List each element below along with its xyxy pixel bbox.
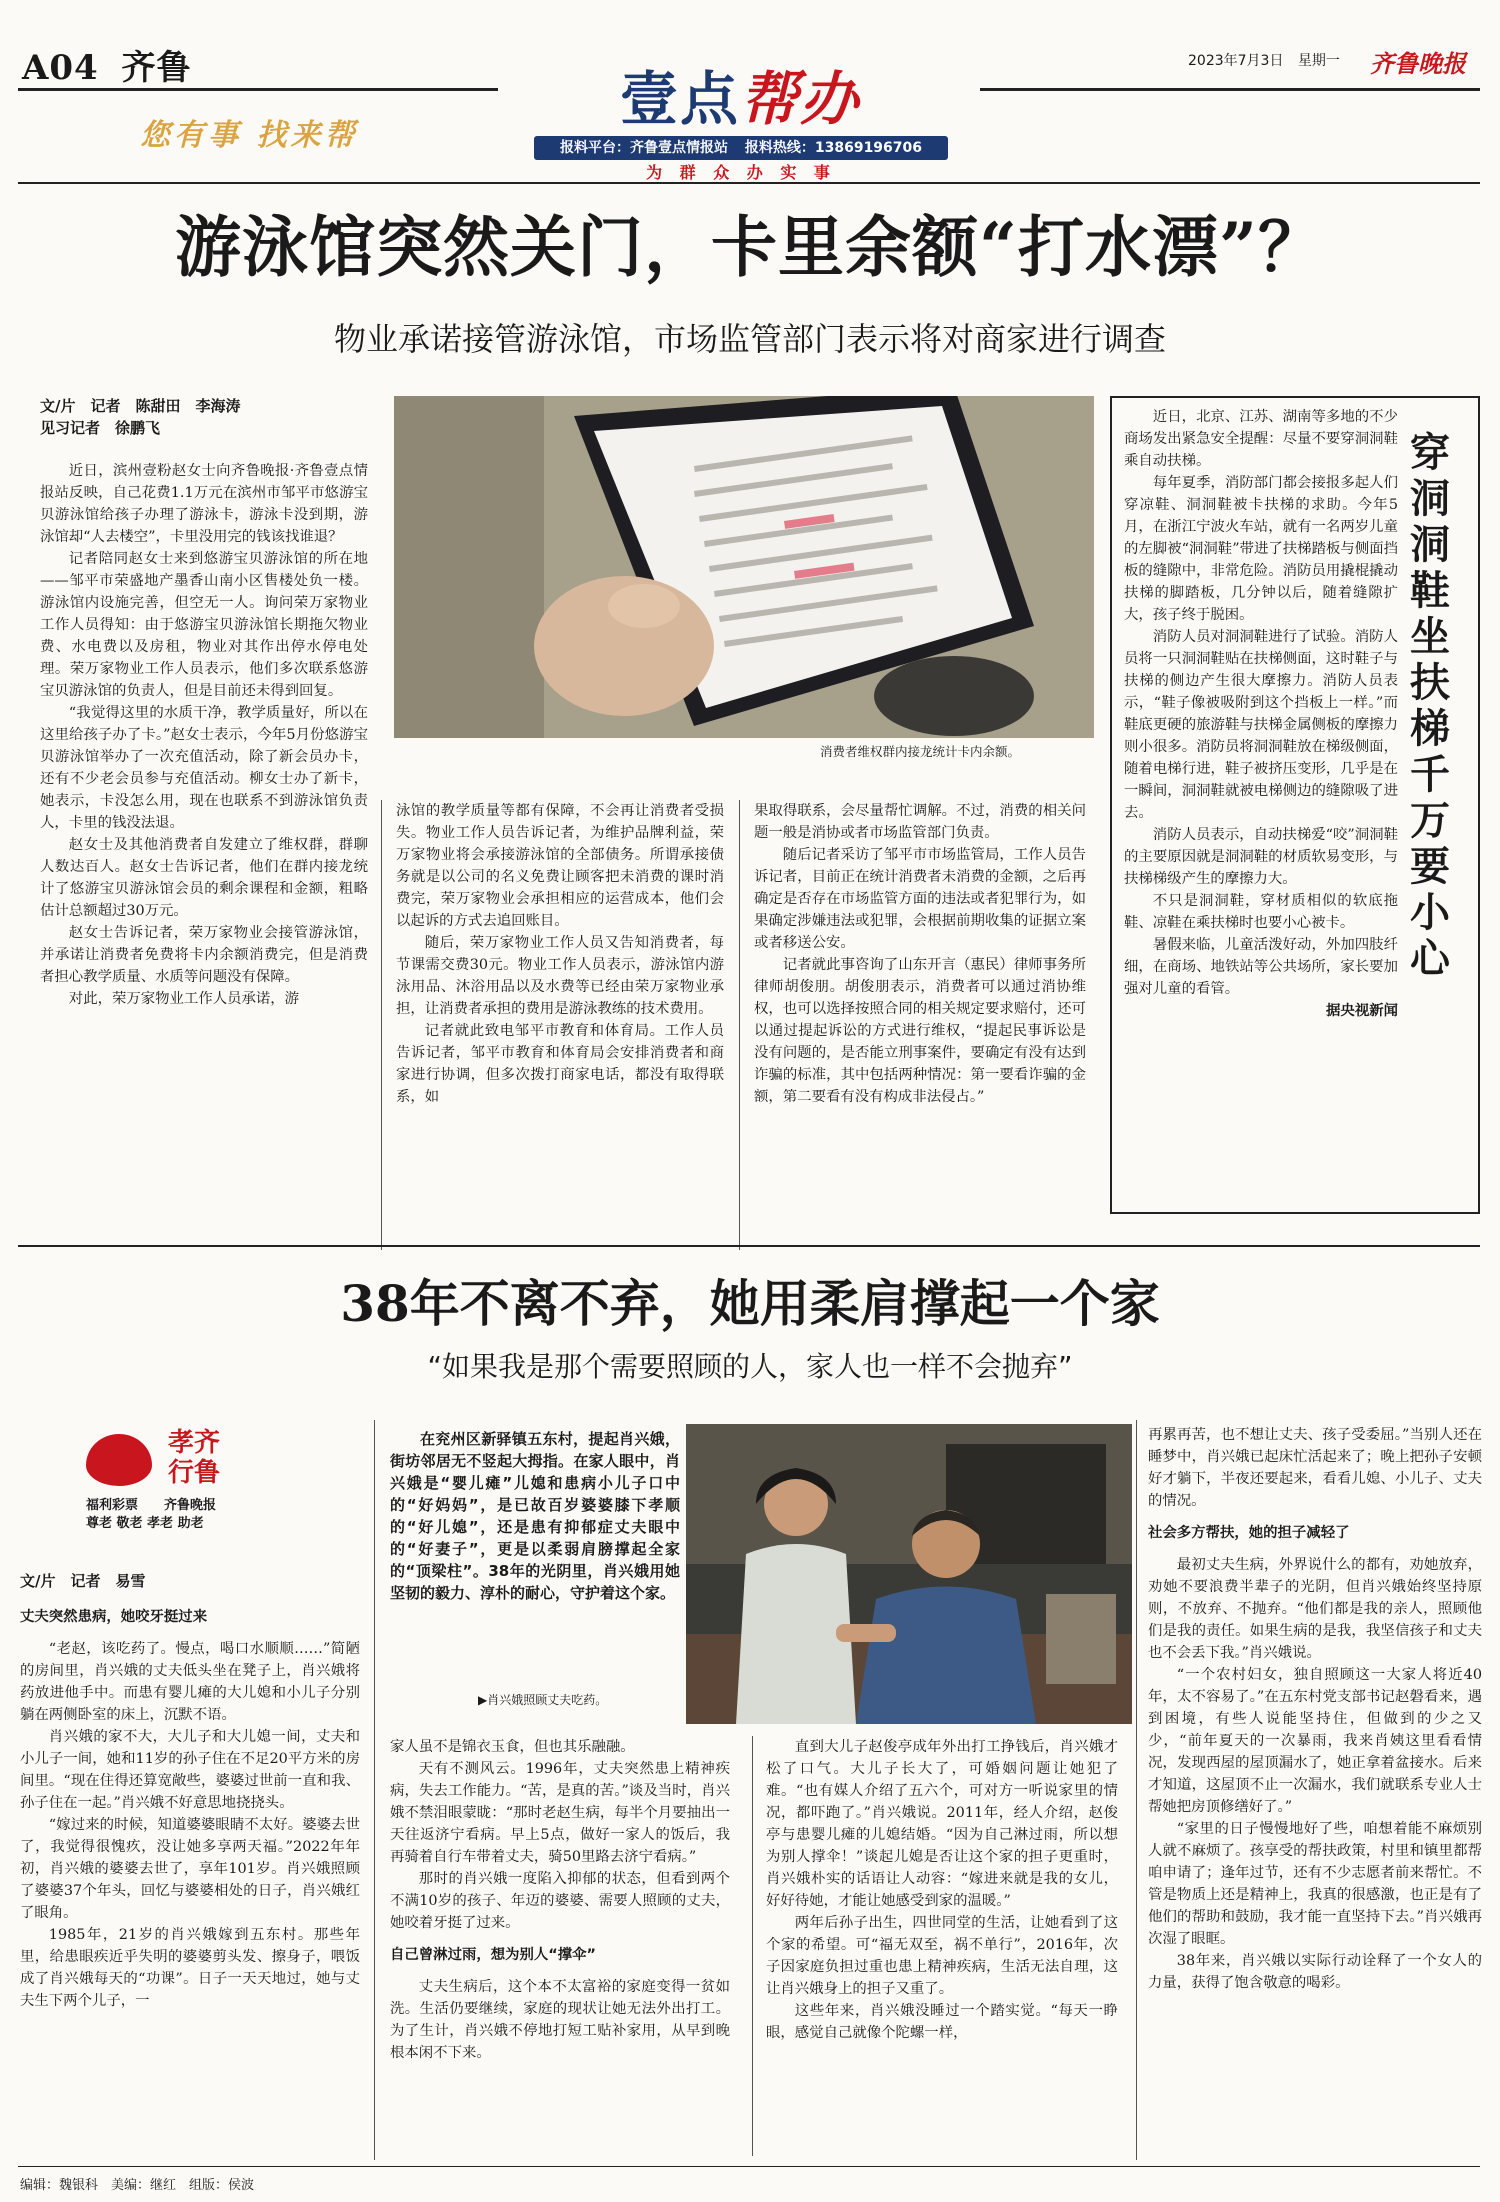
story2-column-4 [1148, 1424, 1482, 2158]
story1-col1-p1: 近日，滨州壹粉赵女士向齐鲁晚报·齐鲁壹点情报站反映，自己花费1.1万元在滨州市邹平市悠游宝贝游泳馆给孩子办理了游泳卡，游泳卡没到期，游泳馆却“人去楼空”，卡里没用完的钱该找谁退？ [40, 463, 368, 545]
story1-photo [394, 396, 1094, 738]
story2-col3-p3: 这些年来，肖兴娥没睡过一个踏实觉。“每天一睁眼，感觉自己就像个陀螺一样， [766, 2003, 1118, 2041]
logo-line-2: 尊老 敬老 孝老 助老 [86, 1516, 204, 1531]
story1-col1-p3: “我觉得这里的水质干净，教学质量好，所以在这里给孩子办了卡。”赵女士表示，今年5月份悠游宝贝游泳馆举办了一次充值活动，除了新会员办卡，还有不少老会员参与充值活动。柳女士办了新卡，她表示，卡没怎么用，现在也联系不到游泳馆负责人，卡里的钱没法退。 [40, 705, 368, 831]
story1-divider-1 [381, 800, 382, 1250]
phone-in-hand-illustration [394, 396, 1094, 738]
story1-headline: 游泳馆突然关门，卡里余额“打水漂”？ [175, 208, 1325, 286]
story1-col1-p2: 记者陪同赵女士来到悠游宝贝游泳馆的所在地——邹平市荣盛地产墨香山南小区售楼处负一楼。游泳馆内设施完善，但空无一人。询问荣万家物业工作人员得知：由于悠游宝贝游泳馆长期拖欠物业费、水电费以及房租，物业对其作出停水停电处理。荣万家物业工作人员表示，他们多次联系悠游宝贝游泳馆的负责人，但是目前还未得到回复。 [40, 551, 368, 699]
story2-subhead: “如果我是那个需要照顾的人，家人也一样不会抛弃” [427, 1350, 1073, 1383]
story2-col4-heading: 社会多方帮扶，她的担子减轻了 [1148, 1525, 1350, 1541]
logo-title: 孝齐行鲁 [168, 1428, 221, 1488]
column-logo-part-a: 壹点 [620, 65, 741, 133]
story2-col4b-p1: 最初丈夫生病，外界说什么的都有，劝她放弃，劝她不要浪费半辈子的光阴，但肖兴娥始终坚持原则，不放弃、不抛弃。“他们都是我的亲人，照顾他们是我的责任。如果生病的是我，我坚信孩子和丈夫也不会丢下我。”肖兴娥说。 [1148, 1557, 1482, 1661]
story1-col1-p5: 赵女士告诉记者，荣万家物业会接管游泳馆，并承诺让消费者免费将卡内余额消费完，但是消费者担心教学质量、水质等问题没有保障。 [40, 925, 368, 985]
story2-column-1 [20, 1596, 360, 2156]
sidebar-text [1124, 406, 1398, 1206]
story1-photo-caption: 消费者维权群内接龙统计卡内余额。 [820, 744, 1021, 759]
story-separator [18, 1245, 1480, 1247]
sidebar-title: 穿洞洞鞋坐扶梯千万要小心 [1410, 429, 1450, 982]
story2-col2b-p1: 丈夫生病后，这个本不太富裕的家庭变得一贫如洗。生活仍要继续，家庭的现状让她无法外出打工。为了生计，肖兴娥不停地打短工贴补家用，从早到晚根本闲不下来。 [390, 1979, 730, 2061]
story2-photo [686, 1424, 1132, 1724]
lottery-emblem-icon [86, 1434, 152, 1486]
masthead-bottom-rule [18, 182, 1480, 184]
story2-col2-p3: 那时的肖兴娥一度陷入抑郁的状态，但看到两个不满10岁的孩子、年迈的婆婆、需要人照顾的丈夫，她咬着牙挺了过来。 [390, 1871, 730, 1931]
story2-col3-p1: 直到大儿子赵俊亭成年外出打工挣钱后，肖兴娥才松了口气。大儿子长大了，可婚姻问题让她犯了难。“也有媒人介绍了五六个，可对方一听说家里的情况，都吓跑了。”肖兴娥说。2011年，经人介绍，赵俊亭与患婴儿瘫的儿媳结婚。“因为自己淋过雨，所以想为别人撑伞！”谈起儿媳是否让这个家的担子更重时，肖兴娥朴实的话语让人动容：“嫁进来就是我的女儿，好好待她，才能让她感受到家的温暖。” [766, 1739, 1118, 1909]
sidebar-source: 据央视新闻 [1326, 1002, 1398, 1019]
story2-col1-p3: “嫁过来的时候，知道婆婆眼睛不太好。婆婆去世了，我觉得很愧疚，没让她多享两天福。”2022年年初，肖兴娥的婆婆去世了，享年101岁。肖兴娥照顾了婆婆37个年头，回忆与婆婆相处的日子，肖兴娥红了眼角。 [20, 1817, 360, 1921]
hotline-platform: 报料平台：齐鲁壹点情报站 [559, 140, 728, 156]
story1-column-2 [396, 800, 724, 1250]
sidebar-p3: 消防人员对洞洞鞋进行了试验。消防人员将一只洞洞鞋贴在扶梯侧面，这时鞋子与扶梯的侧边产生很大摩擦力。消防人员表示，“鞋子像被吸附到这个挡板上一样。”而鞋底更硬的旅游鞋与扶梯金属侧板的摩擦力则小很多。消防员将洞洞鞋放在梯级侧面，随着电梯行进，鞋子被挤压变形，几乎是在一瞬间，洞洞鞋就被电梯侧边的缝隙吸了进去。 [1124, 629, 1398, 821]
story1-column-3 [754, 800, 1086, 1250]
story2-divider-1 [374, 1420, 375, 2160]
story2-col1-p2: 肖兴娥的家不大，大儿子和大儿媳一间，丈夫和小儿子一间，她和11岁的孙子住在不足20平方米的房间里。“现在住得还算宽敞些，婆婆过世前一直和我、孙子住在一起。”肖兴娥不好意思地挠挠头。 [20, 1729, 360, 1811]
page-number: A04 [22, 48, 99, 88]
story2-intro [390, 1428, 680, 1718]
sidebar-p1: 近日，北京、江苏、湖南等多地的不少商场发出紧急安全提醒：尽量不要穿洞洞鞋乘自动扶梯。 [1124, 409, 1398, 469]
story2-col2-heading: 自己曾淋过雨，想为别人“撑伞” [390, 1947, 596, 1963]
charity-logo [72, 1422, 292, 1534]
story2-col2-p2: 天有不测风云。1996年，丈夫突然患上精神疾病，失去工作能力。“苦，是真的苦。”谈及当时，肖兴娥不禁泪眼蒙眬：“那时老赵生病，每半个月要抽出一天往返济宁看病。早上5点，做好一家人的饭后，我再骑着自行车带着丈夫，骑50里路去济宁看病。” [390, 1761, 730, 1865]
footer-rule [18, 2166, 1480, 2167]
issue-date: 2023年7月3日 [1188, 53, 1284, 69]
story2-column-2 [390, 1736, 730, 2156]
woman-caring-for-husband-illustration [686, 1424, 1132, 1724]
story1-column-1 [40, 460, 368, 1250]
masthead-rule-right [980, 88, 1480, 91]
footer-editors: 编辑：魏银科 美编：继红 组版：侯波 [20, 2178, 255, 2193]
story1-col3-p3: 记者就此事咨询了山东开言（惠民）律师事务所律师胡俊朋。胡俊朋表示，消费者可以通过消协维权，也可以选择按照合同的相关规定要求赔付，还可以通过提起诉讼的方式进行维权，“提起民事诉讼是没有问题的，是否能立刑事案件，要确定有没有达到诈骗的标准，其中包括两种情况：第一要看诈骗的金额，第二要看有没有构成非法侵占。” [754, 957, 1086, 1105]
masthead-rule-thick [18, 88, 498, 91]
motto: 为 群 众 办 实 事 [646, 163, 836, 182]
issue-weekday: 星期一 [1297, 53, 1340, 69]
hotline-phone: 报料热线：13869196706 [744, 140, 923, 156]
masthead [0, 0, 1500, 182]
story1-byline-2: 见习记者 徐鹏飞 [40, 419, 161, 437]
story1-col1-p4: 赵女士及其他消费者自发建立了维权群，群聊人数达百人。赵女士告诉记者，他们在群内接龙统计了悠游宝贝游泳馆会员的剩余课程和金额，粗略估计总额超过30万元。 [40, 837, 368, 919]
story2-photo-caption: ▶肖兴娥照顾丈夫吃药。 [478, 1693, 608, 1707]
story1-col3-p2: 随后记者采访了邹平市市场监管局，工作人员告诉记者，目前正在统计消费者未消费的金额，之后再确定是否存在市场监管方面的违法或者犯罪行为，如果确定涉嫌违法或犯罪，会根据前期收集的证据立案或者移送公安。 [754, 847, 1086, 951]
masthead-date [1188, 50, 1340, 70]
story1-byline [40, 395, 240, 439]
story2-headline: 38年不离不弃，她用柔肩撑起一个家 [340, 1274, 1160, 1333]
story2-col1-p1: “老赵，该吃药了。慢点，喝口水顺顺……”简陋的房间里，肖兴娥的丈夫低头坐在凳子上，肖兴娥将药放进他手中。而患有婴儿瘫的大儿媳和小儿子分别躺在两侧卧室的床上，沉默不语。 [20, 1641, 360, 1723]
column-logo-part-b: 帮办 [740, 65, 861, 133]
paper-name: 齐鲁晚报 [1370, 49, 1466, 78]
story1-divider-2 [739, 800, 740, 1250]
story1-col3-p1: 果取得联系，会尽量帮忙调解。不过，消费的相关问题一般是消协或者市场监管部门负责。 [754, 803, 1086, 841]
story2-col1-p4: 1985年，21岁的肖兴娥嫁到五东村。那些年里，给患眼疾近乎失明的婆婆剪头发、擦身子，喂饭成了肖兴娥每天的“功课”。日子一天天地过，她与丈夫生下两个儿子，一 [20, 1927, 360, 2009]
story2-divider-2 [752, 1736, 753, 2156]
story1-col2-p1: 泳馆的教学质量等都有保障，不会再让消费者受损失。物业工作人员告诉记者，为维护品牌利益，荣万家物业将会承接游泳馆的全部债务。所谓承接债务就是以公司的名义免费让顾客把未消费的课时消费完，荣万家物业会承担相应的运营成本，他们会以起诉的方式去追回账目。 [396, 803, 724, 929]
story2-col2-p1: 家人虽不是锦衣玉食，但也其乐融融。 [390, 1739, 635, 1755]
story2-col4b-p3: “家里的日子慢慢地好了些，咱想着能不麻烦别人就不麻烦了。孩享受的帮扶政策，村里和镇里都帮咱申请了；逢年过节，还有不少志愿者前来帮忙。不管是物质上还是精神上，我真的很感激，也正是有了他们的帮助和鼓励，我才能一直坚持下去。”肖兴娥再次湿了眼眶。 [1148, 1821, 1482, 1947]
story1-col2-p3: 记者就此致电邹平市教育和体育局。工作人员告诉记者，邹平市教育和体育局会安排消费者和商家进行协调，但多次拨打商家电话，都没有取得联系，如 [396, 1023, 724, 1105]
page-code [22, 40, 192, 89]
story2-intro-text: 在兖州区新驿镇五东村，提起肖兴娥，街坊邻居无不竖起大拇指。在家人眼中，肖兴娥是“婴儿瘫”儿媳和患病小儿子口中的“好妈妈”，是已故百岁婆婆膝下孝顺的“好儿媳”，还是患有抑郁症丈夫眼中的“好妻子”，更是以柔弱肩膀撑起全家的“顶梁柱”。38年的光阴里，肖兴娥用她坚韧的毅力、淳朴的耐心，守护着这个家。 [390, 1430, 680, 1602]
logo-line-1: 福利彩票 齐鲁晚报 [86, 1498, 217, 1513]
column-logo [620, 52, 860, 136]
story2-byline: 文/片 记者 易雪 [20, 1572, 146, 1590]
story2-col3-p2: 两年后孙子出生，四世同堂的生活，让她看到了这个家的希望。可“福无双至，祸不单行”，2016年，次子因家庭负担过重也患上精神疾病，生活无法自理，这让肖兴娥身上的担子又重了。 [766, 1915, 1118, 1997]
sidebar-p2: 每年夏季，消防部门都会接报多起人们穿凉鞋、洞洞鞋被卡扶梯的求助。今年5月，在浙江宁波火车站，就有一名两岁儿童的左脚被“洞洞鞋”带进了扶梯踏板与侧面挡板的缝隙中，非常危险。消防员用撬棍撬动扶梯的脚踏板，几分钟以后，随着缝隙扩大，孩子终于脱困。 [1124, 475, 1398, 623]
story1-subhead: 物业承诺接管游泳馆，市场监管部门表示将对商家进行调查 [333, 320, 1166, 358]
story2-col4b-p4: 38年来，肖兴娥以实际行动诠释了一个女人的力量，获得了饱含敬意的喝彩。 [1148, 1953, 1482, 1991]
sidebar-p6: 暑假来临，儿童活泼好动，外加四肢纤细，在商场、地铁站等公共场所，家长要加强对儿童的看管。 [1124, 937, 1398, 997]
story1-col2-p2: 随后，荣万家物业工作人员又告知消费者，每节课需交费30元。物业工作人员表示，游泳馆内游泳用品、沐浴用品以及水费等已经由荣万家物业承担，让消费者承担的费用是游泳教练的技术费用。 [396, 935, 724, 1017]
sidebar-p4: 消防人员表示，自动扶梯爱“咬”洞洞鞋的主要原因就是洞洞鞋的材质软易变形，与扶梯梯级产生的摩擦力大。 [1124, 827, 1398, 887]
story2-col4-p1: 再累再苦，也不想让丈夫、孩子受委屈。”当别人还在睡梦中，肖兴娥已起床忙活起来了；晚上把孙子安顿好才躺下，半夜还要起来，看看儿媳、小儿子、丈夫的情况。 [1148, 1427, 1482, 1509]
story1-col1-p6: 对此，荣万家物业工作人员承诺，游 [68, 991, 300, 1007]
story2-column-3 [766, 1736, 1118, 2156]
story2-col1-heading: 丈夫突然患病，她咬牙挺过来 [20, 1609, 208, 1625]
story1-byline-1: 文/片 记者 陈甜田 李海涛 [40, 397, 241, 415]
slogan: 您有事 找来帮 [140, 118, 359, 153]
section-name: 齐鲁 [121, 48, 192, 88]
story2-col4b-p2: “一个农村妇女，独自照顾这一大家人将近40年，太不容易了。”在五东村党支部书记赵磐看来，遇到困境，有些人说能坚持住，但做到的少之又少，“前年夏天的一次暴雨，我来肖姨这里看看情况，发现西屋的屋顶漏水了，她正拿着盆接水。后来才知道，这屋顶不止一次漏水，我们就联系专业人士帮她把房顶修缮好了。” [1148, 1667, 1482, 1815]
sidebar-p5: 不只是洞洞鞋，穿材质相似的软底拖鞋、凉鞋在乘扶梯时也要小心被卡。 [1124, 893, 1398, 931]
hotline-bar [534, 136, 948, 160]
story2-divider-3 [1136, 1420, 1137, 2160]
